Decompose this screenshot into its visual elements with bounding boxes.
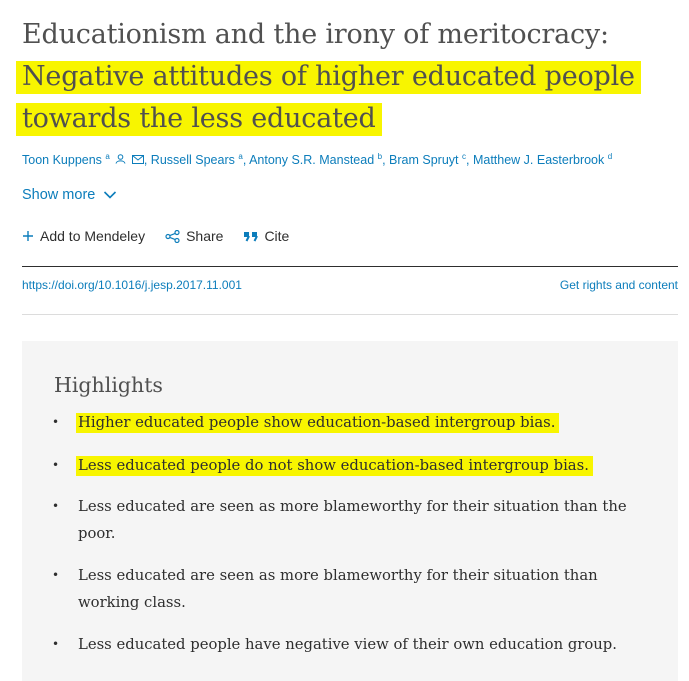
divider bbox=[22, 266, 678, 267]
affiliation-sup[interactable]: c bbox=[462, 152, 466, 161]
author-link[interactable]: Antony S.R. Manstead bbox=[249, 153, 375, 168]
article-title bbox=[22, 14, 662, 140]
author-link[interactable]: Matthew J. Easterbrook bbox=[472, 153, 605, 168]
bullet: • bbox=[52, 499, 60, 513]
bullet: • bbox=[52, 415, 60, 429]
author-link[interactable]: Toon Kuppens bbox=[22, 153, 102, 168]
author-list: Toon Kuppens $^a$ , Russell Spears $^a$, Antony S.R. Manstead $^b$, Bram Spruyt $^c$, Matthew J. Easterbrook $^d$ bbox=[22, 152, 613, 168]
highlight-text: Higher educated people show education-based intergroup bias. bbox=[76, 413, 559, 433]
highlight-text: Less educated are seen as more blameworthy for their situation than the poor. bbox=[78, 498, 627, 542]
title-line-1: Educationism and the irony of meritocracy: bbox=[22, 19, 609, 50]
bullet: • bbox=[52, 568, 60, 582]
chevron-down-icon bbox=[103, 190, 117, 200]
affiliation-sup[interactable]: d bbox=[607, 152, 613, 161]
doi-link[interactable]: https://doi.org/10.1016/j.jesp.2017.11.001 bbox=[22, 278, 242, 292]
show-more-label: Show more bbox=[22, 187, 96, 203]
highlight-text: Less educated are seen as more blameworthy for their situation than working class. bbox=[78, 567, 598, 611]
add-to-mendeley-button[interactable] bbox=[22, 228, 145, 244]
divider bbox=[22, 314, 678, 315]
cite-button[interactable] bbox=[243, 228, 289, 244]
list-item bbox=[48, 409, 648, 436]
title-line-3: towards the less educated bbox=[16, 103, 382, 136]
mail-icon[interactable] bbox=[132, 155, 144, 167]
share-button[interactable] bbox=[165, 228, 223, 244]
title-line-2: Negative attitudes of higher educated people bbox=[16, 61, 641, 94]
author-link[interactable]: Russell Spears bbox=[150, 153, 235, 168]
author-link[interactable]: Bram Spruyt bbox=[389, 153, 459, 168]
affiliation-sup[interactable]: a bbox=[238, 152, 243, 161]
highlights-title: Highlights bbox=[54, 373, 163, 397]
affiliation-sup[interactable]: b bbox=[377, 152, 383, 161]
list-item bbox=[48, 631, 658, 658]
cite-label: Cite bbox=[264, 228, 290, 244]
list-item bbox=[48, 562, 623, 616]
plus-icon bbox=[22, 230, 34, 242]
mendeley-label: Add to Mendeley bbox=[40, 228, 146, 244]
user-icon[interactable] bbox=[115, 154, 126, 167]
highlights-panel bbox=[22, 341, 678, 681]
bullet: • bbox=[52, 637, 60, 651]
share-label: Share bbox=[186, 228, 224, 244]
share-icon bbox=[165, 230, 180, 243]
highlight-text: Less educated people have negative view of their own education group. bbox=[78, 636, 617, 653]
highlight-text: Less educated people do not show education-based intergroup bias. bbox=[76, 456, 593, 476]
quote-icon bbox=[243, 231, 258, 242]
bullet: • bbox=[52, 458, 60, 472]
article-actions bbox=[22, 228, 309, 244]
list-item bbox=[48, 493, 648, 547]
rights-link[interactable]: Get rights and content bbox=[559, 278, 678, 292]
list-item bbox=[48, 452, 648, 479]
show-more-button[interactable] bbox=[22, 187, 117, 203]
affiliation-sup[interactable]: a bbox=[105, 152, 110, 161]
